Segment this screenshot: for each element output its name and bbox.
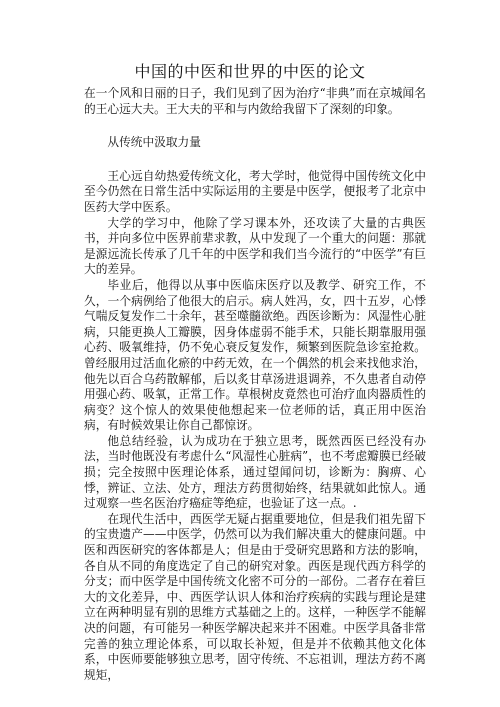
paragraph-5: 在现代生活中，西医学无疑占据重要地位，但是我们祖先留下的宝贵遗产——中医学，仍然可以为我们解决重大的健康问题。中医和西医研究的客体都是人；但是由于受研究思路和方法的影响，各自从不同的角度选定了自己的研究对象。西医是现代西方科学的分支；而中医学是中国传统文化密不可分的一部份。二者存在着巨大的文化差异，中、西医学认识人体和治疗疾病的实践与理论是建立在两种明显有别的思维方式基础之上的。这样，一种医学不能解决的问题，有可能另一种医学解决起来并不困难。中医学具备非常完善的独立理论体系，可以取长补短，但是并不依赖其他文化体系，中医师要能够独立思考，固守传统、不忘祖训，理法方药不离规矩， xyxy=(84,511,426,682)
paragraph-2: 大学的学习中，他除了学习课本外，还攻读了大量的古典医书，并向多位中医界前辈求教，从中发现了一个重大的问题：那就是源远流长传承了几千年的中医学和我们当今流行的“中医学”有巨大的差异。 xyxy=(84,215,426,277)
section-heading: 从传统中汲取力量 xyxy=(107,135,201,150)
page-title: 中国的中医和世界的中医的论文 xyxy=(134,62,366,81)
paragraph-4: 他总结经验，认为成功在于独立思考，既然西医已经没有办法，当时他既没有考虑什么“风湿性心脏病”，也不考虑瓣膜已经破损；完全按照中医理论体系，通过望闻问切，诊断为：胸痹、心悸，辨证、立法、处方，理法方药贯彻始终，结果就如此惊人。通过观察一些名医治疗癌症等绝症，也验证了这一点。. xyxy=(84,433,426,511)
document-body xyxy=(84,86,426,683)
intro-paragraph: 在一个风和日丽的日子，我们见到了因为治疗“非典”而在京城闻名的王心远大夫。王大夫的平和与内敛给我留下了深刻的印象。 xyxy=(84,86,426,116)
paragraph-3: 毕业后，他得以从事中医临床医疗以及教学、研究工作，不久，一个病例给了他很大的启示。病人姓冯，女，四十五岁，心悸气喘反复发作二十余年，甚至噬髓欲绝。西医诊断为：风湿性心脏病，只能更换人工瓣膜，因身体虚弱不能手术，只能长期靠服用强心药、吸氧维持，仍不免心衰反复发作，频繁到医院急诊室抢救。曾经服用过活血化瘀的中药无效，在一个偶然的机会来找他求治，他先以百合乌药散解郁，后以炙甘草汤进退调养，不久患者自动停用强心药、吸氧，正常工作。草根树皮竟然也可治疗血肉器质性的病变？这个惊人的效果使他想起来一位老师的话，真正用中医治病，有时候效果让你自己都惊讶。 xyxy=(84,277,426,433)
paragraph-1: 王心远自幼热爱传统文化，考大学时，他觉得中国传统文化中至今仍然在日常生活中实际运用的主要是中医学，便报考了北京中医药大学中医系。 xyxy=(84,168,426,214)
